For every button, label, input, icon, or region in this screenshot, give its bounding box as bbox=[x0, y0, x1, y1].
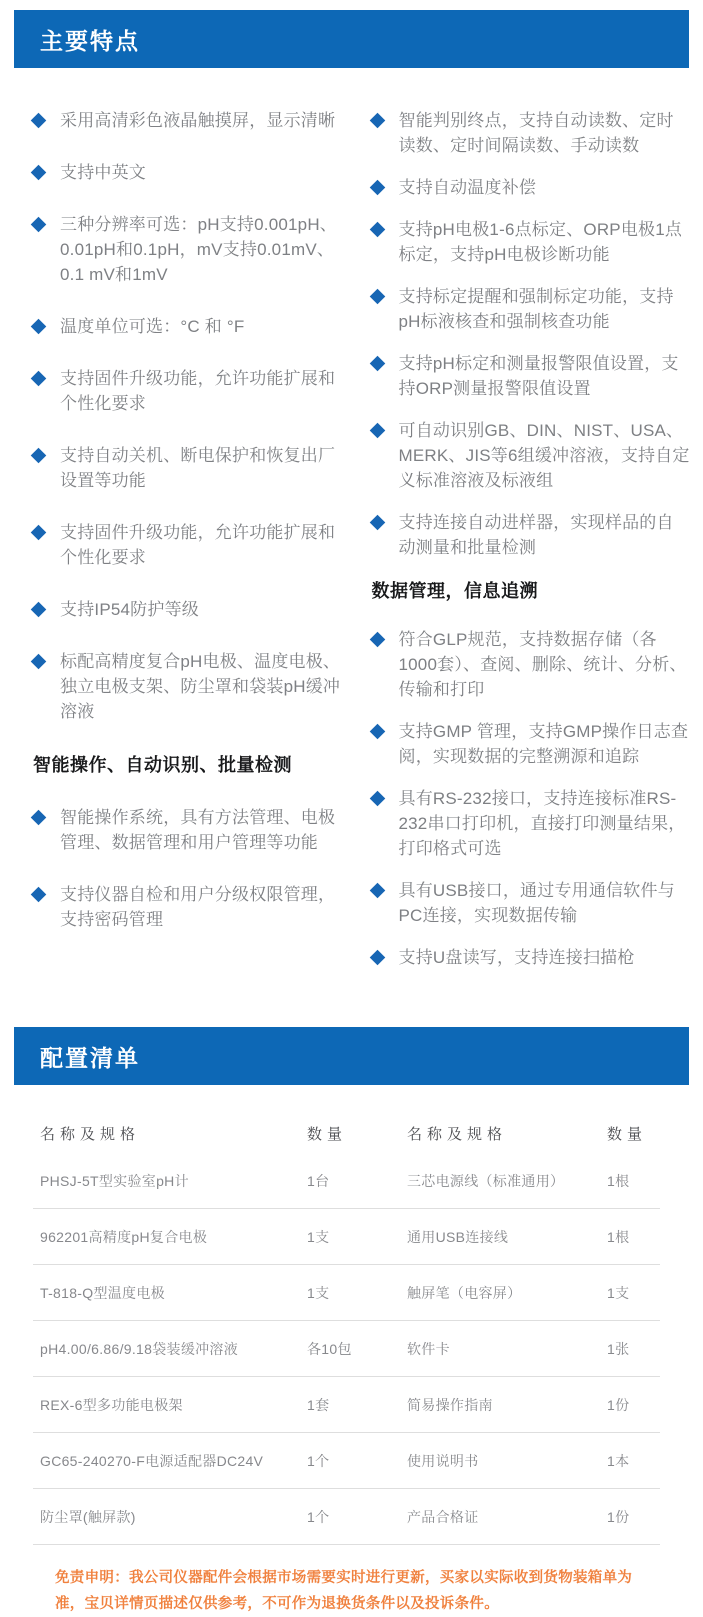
feature-item bbox=[33, 805, 352, 855]
item-name: T-818-Q型温度电极 bbox=[40, 1284, 165, 1301]
feature-item bbox=[372, 510, 691, 560]
diamond-bullet-icon bbox=[369, 289, 385, 305]
item-name: 使用说明书 bbox=[407, 1452, 479, 1469]
feature-text: 智能操作系统，具有方法管理、电极管理、数据管理和用户管理等功能 bbox=[60, 808, 336, 852]
feature-item bbox=[372, 719, 691, 769]
diamond-bullet-icon bbox=[31, 165, 47, 181]
item-name: 触屏笔（电容屏） bbox=[407, 1284, 522, 1301]
diamond-bullet-icon bbox=[369, 724, 385, 740]
diamond-bullet-icon bbox=[31, 371, 47, 387]
diamond-bullet-icon bbox=[369, 356, 385, 372]
feature-item bbox=[33, 882, 352, 932]
diamond-bullet-icon bbox=[31, 319, 47, 335]
feature-item bbox=[372, 627, 691, 702]
item-quantity: 1支 bbox=[607, 1284, 630, 1301]
diamond-bullet-icon bbox=[31, 113, 47, 129]
item-name: 防尘罩(触屏款) bbox=[40, 1508, 136, 1525]
feature-item bbox=[372, 217, 691, 267]
item-quantity: 1张 bbox=[607, 1340, 630, 1357]
feature-text: 支持标定提醒和强制标定功能，支持pH标液核查和强制核查功能 bbox=[398, 287, 674, 331]
diamond-bullet-icon bbox=[31, 602, 47, 618]
feature-item bbox=[33, 597, 352, 622]
table-row bbox=[33, 1153, 660, 1209]
item-name: 产品合格证 bbox=[407, 1508, 479, 1525]
feature-item bbox=[372, 945, 691, 970]
diamond-bullet-icon bbox=[369, 180, 385, 196]
feature-text: 可自动识别GB、DIN、NIST、USA、MERK、JIS等6组缓冲溶液，支持自定义标准溶液及标液组 bbox=[398, 421, 690, 490]
feature-text: 具有USB接口，通过专用通信软件与PC连接，实现数据传输 bbox=[398, 881, 675, 925]
item-quantity: 1个 bbox=[307, 1452, 330, 1469]
item-quantity: 1台 bbox=[307, 1172, 330, 1189]
feature-text: 支持U盘读写，支持连接扫描枪 bbox=[398, 948, 635, 967]
feature-group-title: 数据管理，信息追溯 bbox=[371, 581, 538, 601]
disclaimer-text: 免责申明：我公司仪器配件会根据市场需要实时进行更新，买家以实际收到货物装箱单为准，宝贝详情页描述仅供参考，不可作为退换货条件以及投诉条件。 bbox=[55, 1570, 633, 1612]
feature-item bbox=[372, 108, 691, 158]
config-list-banner bbox=[14, 1027, 689, 1085]
feature-text: 支持pH电极1-6点标定、ORP电极1点标定，支持pH电极诊断功能 bbox=[398, 220, 683, 264]
item-quantity: 1根 bbox=[607, 1228, 630, 1245]
feature-text: 温度单位可选：°C 和 °F bbox=[60, 317, 245, 336]
item-name: pH4.00/6.86/9.18袋装缓冲溶液 bbox=[40, 1340, 239, 1357]
qty-column-header: 数量 bbox=[307, 1125, 348, 1143]
feature-item bbox=[372, 418, 691, 493]
table-row bbox=[33, 1377, 660, 1433]
feature-text: 符合GLP规范，支持数据存储（各1000套）、查阅、删除、统计、分析、传输和打印 bbox=[398, 630, 687, 699]
feature-item bbox=[33, 314, 352, 339]
feature-item bbox=[33, 212, 352, 287]
main-features-title: 主要特点 bbox=[40, 27, 140, 54]
features-right-column bbox=[362, 108, 691, 987]
item-quantity: 1份 bbox=[607, 1508, 630, 1525]
item-quantity: 1套 bbox=[307, 1396, 330, 1413]
diamond-bullet-icon bbox=[369, 515, 385, 531]
diamond-bullet-icon bbox=[31, 887, 47, 903]
diamond-bullet-icon bbox=[369, 791, 385, 807]
diamond-bullet-icon bbox=[31, 448, 47, 464]
feature-item bbox=[372, 786, 691, 861]
item-name: 软件卡 bbox=[407, 1340, 450, 1357]
feature-text: 采用高清彩色液晶触摸屏，显示清晰 bbox=[60, 111, 336, 130]
feature-text: 支持固件升级功能，允许功能扩展和个性化要求 bbox=[60, 523, 336, 567]
config-table-header bbox=[33, 1113, 660, 1153]
name-column-header: 名称及规格 bbox=[407, 1125, 508, 1143]
feature-item bbox=[33, 160, 352, 185]
feature-text: 支持自动关机、断电保护和恢复出厂设置等功能 bbox=[60, 446, 336, 490]
table-row bbox=[33, 1489, 660, 1545]
item-quantity: 1支 bbox=[307, 1284, 330, 1301]
item-quantity: 1份 bbox=[607, 1396, 630, 1413]
feature-text: 三种分辨率可选：pH支持0.001pH、0.01pH和0.1pH，mV支持0.01mV、0.1 mV和1mV bbox=[60, 215, 338, 284]
diamond-bullet-icon bbox=[369, 883, 385, 899]
item-quantity: 1本 bbox=[607, 1452, 630, 1469]
feature-text: 支持pH标定和测量报警限值设置，支持ORP测量报警限值设置 bbox=[398, 354, 679, 398]
item-name: 三芯电源线（标准通用） bbox=[407, 1172, 565, 1189]
diamond-bullet-icon bbox=[369, 950, 385, 966]
feature-text: 支持固件升级功能，允许功能扩展和个性化要求 bbox=[60, 369, 336, 413]
feature-group-title: 智能操作、自动识别、批量检测 bbox=[33, 755, 292, 775]
item-name: 962201高精度pH复合电极 bbox=[40, 1228, 208, 1245]
item-name: 通用USB连接线 bbox=[407, 1228, 509, 1245]
config-table bbox=[33, 1113, 660, 1545]
feature-item bbox=[372, 351, 691, 401]
product-detail-page bbox=[0, 10, 703, 1610]
item-name: 简易操作指南 bbox=[407, 1396, 493, 1413]
item-quantity: 1根 bbox=[607, 1172, 630, 1189]
feature-item bbox=[33, 649, 352, 724]
feature-text: 支持IP54防护等级 bbox=[60, 600, 199, 619]
config-list-title: 配置清单 bbox=[40, 1044, 140, 1071]
table-row bbox=[33, 1209, 660, 1265]
diamond-bullet-icon bbox=[31, 525, 47, 541]
diamond-bullet-icon bbox=[369, 113, 385, 129]
item-quantity: 1个 bbox=[307, 1508, 330, 1525]
features-section bbox=[0, 68, 703, 1017]
feature-item bbox=[372, 284, 691, 334]
item-quantity: 各10包 bbox=[307, 1340, 352, 1357]
table-row bbox=[33, 1265, 660, 1321]
feature-text: 标配高精度复合pH电极、温度电极、独立电极支架、防尘罩和袋装pH缓冲溶液 bbox=[60, 652, 341, 721]
diamond-bullet-icon bbox=[31, 654, 47, 670]
diamond-bullet-icon bbox=[31, 810, 47, 826]
item-quantity: 1支 bbox=[307, 1228, 330, 1245]
diamond-bullet-icon bbox=[369, 632, 385, 648]
main-features-banner bbox=[14, 10, 689, 68]
table-row bbox=[33, 1433, 660, 1489]
feature-text: 具有RS-232接口，支持连接标准RS-232串口打印机，直接打印测量结果，打印格式可选 bbox=[398, 789, 686, 858]
feature-item bbox=[33, 520, 352, 570]
feature-text: 支持自动温度补偿 bbox=[398, 178, 537, 197]
diamond-bullet-icon bbox=[369, 423, 385, 439]
feature-item bbox=[372, 175, 691, 200]
table-row bbox=[33, 1321, 660, 1377]
feature-text: 支持仪器自检和用户分级权限管理，支持密码管理 bbox=[60, 885, 336, 929]
config-table-body bbox=[33, 1153, 660, 1545]
feature-text: 支持中英文 bbox=[60, 163, 146, 182]
feature-text: 支持GMP 管理，支持GMP操作日志查阅，实现数据的完整溯源和追踪 bbox=[398, 722, 689, 766]
diamond-bullet-icon bbox=[31, 217, 47, 233]
name-column-header: 名称及规格 bbox=[40, 1125, 141, 1143]
feature-text: 支持连接自动进样器，实现样品的自动测量和批量检测 bbox=[398, 513, 674, 557]
feature-item bbox=[33, 108, 352, 133]
diamond-bullet-icon bbox=[369, 222, 385, 238]
features-left-column bbox=[33, 108, 362, 987]
feature-item bbox=[33, 443, 352, 493]
item-name: GC65-240270-F电源适配器DC24V bbox=[40, 1452, 264, 1469]
item-name: PHSJ-5T型实验室pH计 bbox=[40, 1172, 189, 1189]
item-name: REX-6型多功能电极架 bbox=[40, 1396, 183, 1413]
feature-item bbox=[33, 366, 352, 416]
qty-column-header: 数量 bbox=[607, 1125, 648, 1143]
feature-item bbox=[372, 878, 691, 928]
feature-text: 智能判别终点，支持自动读数、定时读数、定时间隔读数、手动读数 bbox=[398, 111, 674, 155]
